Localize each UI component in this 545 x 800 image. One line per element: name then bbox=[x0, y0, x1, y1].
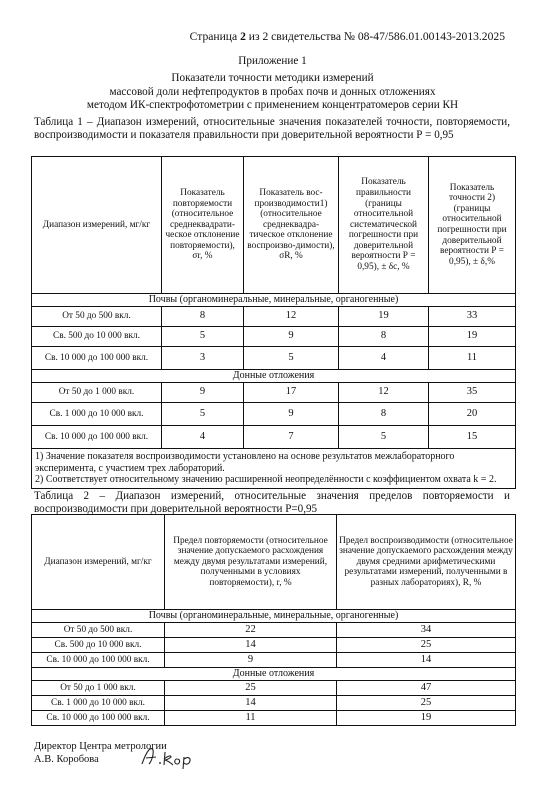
table-row bbox=[32, 426, 516, 449]
value-cell: 5 bbox=[162, 403, 244, 426]
table2-header-cell: Предел повторяемости (относительное значение допускаемого расхождения между двумя результатами измерений, полученными в условиях повторяемости), r, % bbox=[165, 515, 337, 610]
table1-group-row bbox=[32, 370, 516, 383]
handwritten-signature bbox=[138, 744, 198, 770]
table1-header-cell: Показатель точности 2) (границы относительной погрешности при доверительной вероятности Р = 0,95), ± δ,% bbox=[429, 157, 516, 294]
table1-notes bbox=[32, 449, 516, 489]
value-cell: 35 bbox=[429, 383, 516, 403]
appendix-line: Показатели точности методики измерений bbox=[171, 72, 374, 85]
value-cell: 33 bbox=[429, 307, 516, 327]
value-cell: 5 bbox=[339, 426, 429, 449]
table2-caption: Таблица 2 – Диапазон измерений, относительные значения пределов повторяемости и воспроизводимости при доверительной вероятности Р=0,95 bbox=[34, 490, 510, 515]
table2-group-row bbox=[32, 668, 516, 681]
value-cell: 9 bbox=[244, 327, 339, 347]
appendix-title: Приложение 1 bbox=[238, 55, 307, 67]
value-cell: 9 bbox=[165, 653, 337, 668]
value-cell: 12 bbox=[244, 307, 339, 327]
value-cell: 14 bbox=[165, 638, 337, 653]
range-cell: От 50 до 500 вкл. bbox=[32, 623, 165, 638]
table-row bbox=[32, 307, 516, 327]
range-cell: Св. 10 000 до 100 000 вкл. bbox=[32, 347, 162, 370]
value-cell: 8 bbox=[162, 307, 244, 327]
table1-header-cell: Показатель повторяемости (относительное среднеквадрати-ческое отклонение повторяемости), σr, % bbox=[162, 157, 244, 294]
table2-header-cell: Диапазон измерений, мг/кг bbox=[32, 515, 165, 610]
range-cell: Св. 1 000 до 10 000 вкл. bbox=[32, 403, 162, 426]
value-cell: 34 bbox=[337, 623, 516, 638]
range-cell: Св. 500 до 10 000 вкл. bbox=[32, 638, 165, 653]
page-header-pre: Страница bbox=[189, 30, 241, 43]
group-label: Почвы (органоминеральные, минеральные, органогенные) bbox=[32, 610, 516, 623]
table-row bbox=[32, 327, 516, 347]
value-cell: 19 bbox=[337, 711, 516, 726]
range-cell: Св. 10 000 до 100 000 вкл. bbox=[32, 426, 162, 449]
signatory-position: Директор Центра метрологии bbox=[34, 741, 167, 752]
value-cell: 14 bbox=[337, 653, 516, 668]
table-row bbox=[32, 681, 516, 696]
table1-header-row bbox=[32, 157, 516, 294]
value-cell: 25 bbox=[165, 681, 337, 696]
range-cell: От 50 до 500 вкл. bbox=[32, 307, 162, 327]
value-cell: 7 bbox=[244, 426, 339, 449]
value-cell: 14 bbox=[165, 696, 337, 711]
appendix-line: методом ИК-спектрофотометрии с применением концентратомеров серии КН bbox=[86, 99, 459, 112]
table-row bbox=[32, 696, 516, 711]
value-cell: 5 bbox=[162, 327, 244, 347]
table1-header-cell: Показатель вос-производимости1) (относительное среднеквадра-тическое отклонение воспроизво-димости), σR, % bbox=[244, 157, 339, 294]
footnote: 2) Соответствует относительному значению расширенной неопределённости с коэффициентом охвата k = 2. bbox=[35, 474, 497, 485]
table-row bbox=[32, 711, 516, 726]
group-label: Почвы (органоминеральные, минеральные, органогенные) bbox=[32, 294, 516, 307]
value-cell: 5 bbox=[244, 347, 339, 370]
value-cell: 9 bbox=[244, 403, 339, 426]
table-row bbox=[32, 383, 516, 403]
appendix-line: массовой доли нефтепродуктов в пробах почв и донных отложениях bbox=[109, 85, 436, 98]
table-row bbox=[32, 403, 516, 426]
page-header bbox=[190, 30, 505, 43]
signatory-name: А.В. Коробова bbox=[34, 753, 99, 765]
table2 bbox=[31, 514, 516, 726]
table1-group-row bbox=[32, 294, 516, 307]
table2-header-cell: Предел воспроизводимости (относительное значение допускаемого расхождения между двумя средними арифметическими результатами измерений, полученными в разных лабораториях), R, % bbox=[337, 515, 516, 610]
range-cell: Св. 10 000 до 100 000 вкл. bbox=[32, 711, 165, 726]
table1-caption: Таблица 1 – Диапазон измерений, относительные значения показателей точности, повторяемости, воспроизводимости и показателя правильности при доверительной вероятности Р = 0,95 bbox=[34, 116, 510, 141]
value-cell: 19 bbox=[429, 327, 516, 347]
table-row bbox=[32, 347, 516, 370]
table-row bbox=[32, 653, 516, 668]
table2-header-row bbox=[32, 515, 516, 610]
table1-header-cell: Показатель правильности (границы относительной систематической погрешности при доверительной вероятности Р = 0,95), ± δc, % bbox=[339, 157, 429, 294]
range-cell: Св. 1 000 до 10 000 вкл. bbox=[32, 696, 165, 711]
table-row bbox=[32, 623, 516, 638]
value-cell: 15 bbox=[429, 426, 516, 449]
value-cell: 4 bbox=[162, 426, 244, 449]
range-cell: От 50 до 1 000 вкл. bbox=[32, 383, 162, 403]
range-cell: От 50 до 1 000 вкл. bbox=[32, 681, 165, 696]
range-cell: Св. 10 000 до 100 000 вкл. bbox=[32, 653, 165, 668]
value-cell: 11 bbox=[429, 347, 516, 370]
value-cell: 8 bbox=[339, 403, 429, 426]
value-cell: 4 bbox=[339, 347, 429, 370]
table-row bbox=[32, 638, 516, 653]
table2-group-row bbox=[32, 610, 516, 623]
value-cell: 9 bbox=[162, 383, 244, 403]
value-cell: 22 bbox=[165, 623, 337, 638]
value-cell: 47 bbox=[337, 681, 516, 696]
page-number: 2 bbox=[240, 30, 246, 43]
value-cell: 20 bbox=[429, 403, 516, 426]
table1-notes-row bbox=[32, 449, 516, 489]
value-cell: 8 bbox=[339, 327, 429, 347]
value-cell: 11 bbox=[165, 711, 337, 726]
value-cell: 12 bbox=[339, 383, 429, 403]
value-cell: 17 bbox=[244, 383, 339, 403]
footnote: 1) Значение показателя воспроизводимости установлено на основе результатов межлабораторного эксперимента, с участием трех лабораторий. bbox=[35, 451, 455, 474]
page-header-rest: из 2 свидетельства № 08-47/586.01.00143-2013.2025 bbox=[245, 30, 505, 43]
range-cell: Св. 500 до 10 000 вкл. bbox=[32, 327, 162, 347]
appendix-heading bbox=[0, 55, 545, 113]
table1-header-cell: Диапазон измерений, мг/кг bbox=[32, 157, 162, 294]
group-label: Донные отложения bbox=[32, 370, 516, 383]
value-cell: 3 bbox=[162, 347, 244, 370]
group-label: Донные отложения bbox=[32, 668, 516, 681]
value-cell: 19 bbox=[339, 307, 429, 327]
table1 bbox=[31, 156, 516, 489]
value-cell: 25 bbox=[337, 696, 516, 711]
value-cell: 25 bbox=[337, 638, 516, 653]
